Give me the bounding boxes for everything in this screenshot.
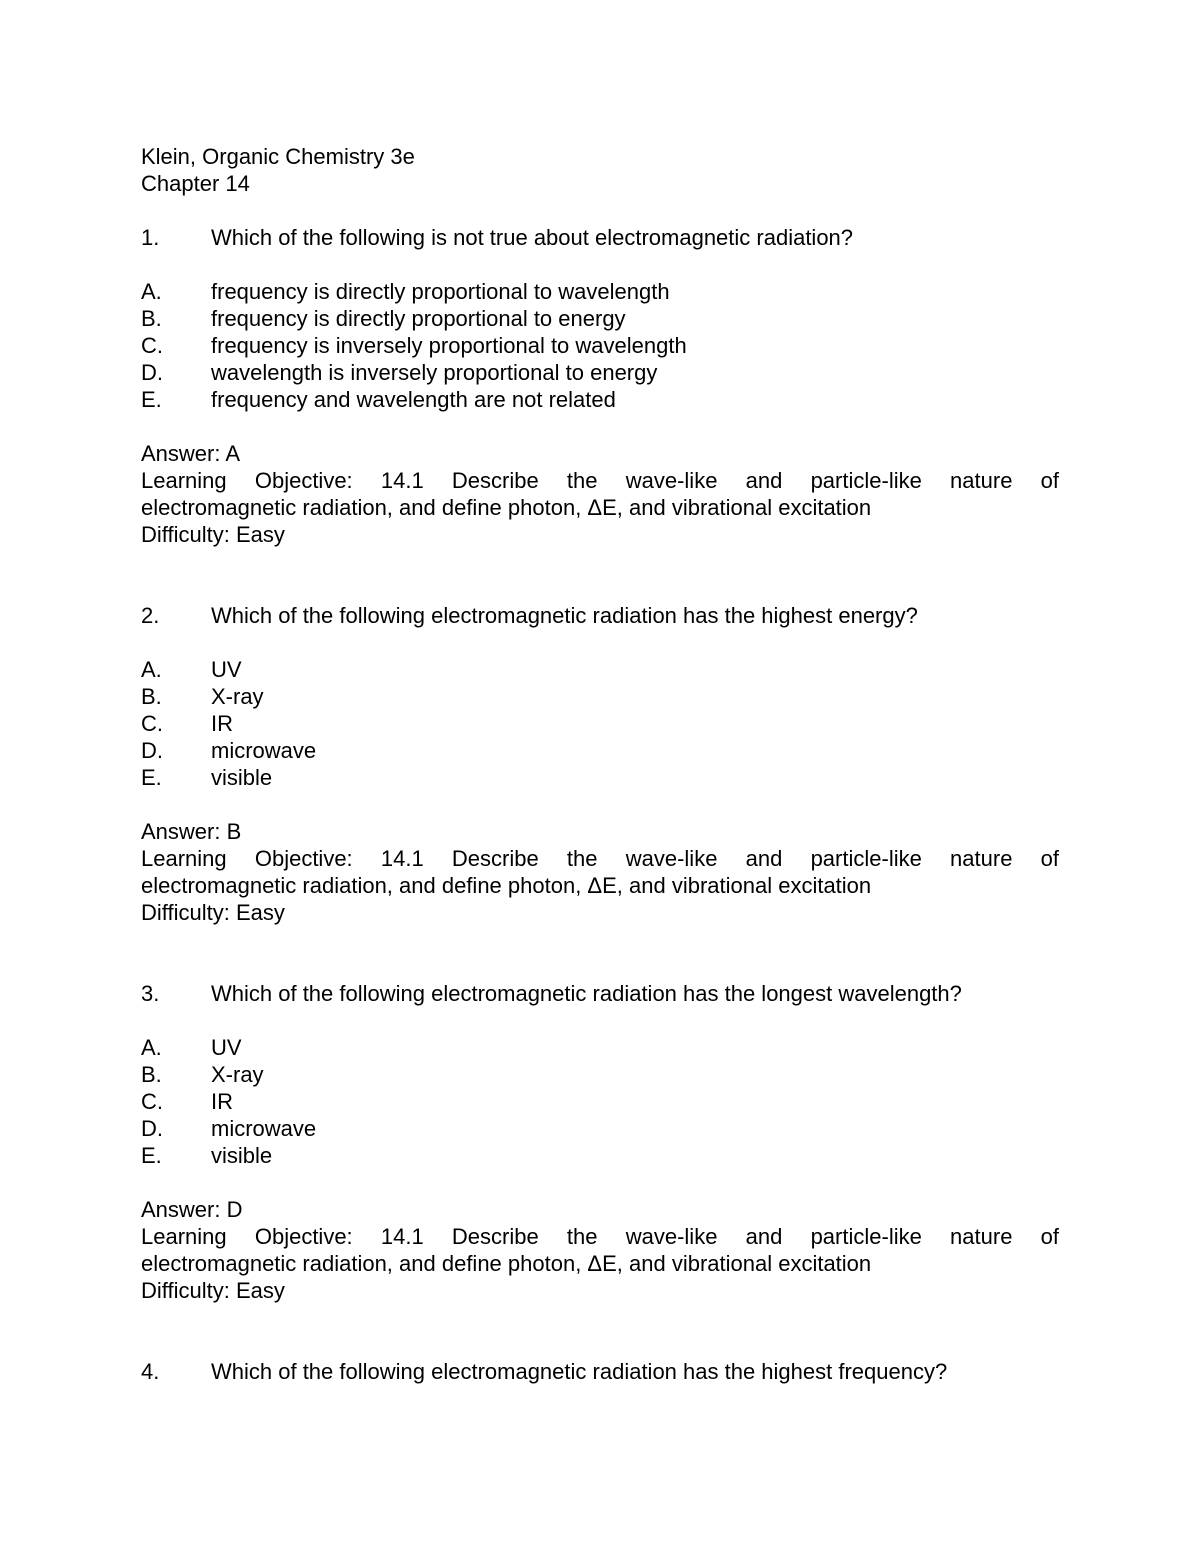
- option-text: X-ray: [211, 684, 264, 709]
- option-text: IR: [211, 1089, 233, 1114]
- chapter-title: Chapter 14: [141, 171, 250, 196]
- question-1: [141, 224, 1059, 548]
- option-e: [141, 386, 1059, 413]
- option-text: UV: [211, 657, 242, 682]
- option-d: [141, 359, 1059, 386]
- option-letter: C.: [141, 711, 163, 736]
- question-text: Which of the following electromagnetic radiation has the longest wavelength?: [211, 981, 962, 1006]
- question-number: 3.: [141, 981, 160, 1006]
- option-letter: B.: [141, 684, 162, 709]
- option-e: [141, 1142, 1059, 1169]
- question-number: 4.: [141, 1359, 160, 1384]
- difficulty-line: Difficulty: Easy: [141, 900, 285, 925]
- spacer: [141, 926, 1059, 980]
- option-text: frequency and wavelength are not related: [211, 387, 616, 412]
- question-text: Which of the following is not true about electromagnetic radiation?: [211, 225, 854, 250]
- learning-objective-line-1: Learning Objective: 14.1 Describe the wave-like and particle-like nature of: [141, 468, 1059, 493]
- option-text: visible: [211, 1143, 273, 1168]
- option-d: [141, 1115, 1059, 1142]
- option-d: [141, 737, 1059, 764]
- spacer: [141, 1304, 1059, 1358]
- option-letter: D.: [141, 360, 163, 385]
- document-page: [141, 143, 1059, 1385]
- option-text: visible: [211, 765, 273, 790]
- learning-objective-line-1: Learning Objective: 14.1 Describe the wave-like and particle-like nature of: [141, 1224, 1059, 1249]
- spacer: [141, 548, 1059, 602]
- option-letter: A.: [141, 657, 162, 682]
- option-b: [141, 1061, 1059, 1088]
- option-a: [141, 278, 1059, 305]
- difficulty-line: Difficulty: Easy: [141, 1278, 285, 1303]
- option-letter: B.: [141, 1062, 162, 1087]
- learning-objective-line-2: electromagnetic radiation, and define photon, ΔE, and vibrational excitation: [141, 873, 872, 898]
- option-text: X-ray: [211, 1062, 264, 1087]
- option-b: [141, 305, 1059, 332]
- spacer: [141, 197, 1059, 224]
- option-letter: B.: [141, 306, 162, 331]
- option-letter: D.: [141, 1116, 163, 1141]
- question-4: [141, 1358, 1059, 1385]
- answer-line: Answer: D: [141, 1197, 243, 1222]
- learning-objective-line-2: electromagnetic radiation, and define photon, ΔE, and vibrational excitation: [141, 495, 872, 520]
- question-2: [141, 602, 1059, 926]
- question-text: Which of the following electromagnetic radiation has the highest energy?: [211, 603, 918, 628]
- spacer: [141, 1169, 1059, 1196]
- option-text: IR: [211, 711, 233, 736]
- question-number: 2.: [141, 603, 160, 628]
- option-text: microwave: [211, 738, 317, 763]
- option-letter: A.: [141, 279, 162, 304]
- question-stem: [141, 1358, 1059, 1385]
- answer-line: Answer: B: [141, 819, 242, 844]
- option-text: frequency is inversely proportional to wavelength: [211, 333, 687, 358]
- option-text: microwave: [211, 1116, 317, 1141]
- option-b: [141, 683, 1059, 710]
- spacer: [141, 251, 1059, 278]
- question-stem: [141, 224, 1059, 251]
- option-letter: E.: [141, 387, 162, 412]
- option-text: frequency is directly proportional to energy: [211, 306, 626, 331]
- question-3: [141, 980, 1059, 1304]
- option-a: [141, 656, 1059, 683]
- spacer: [141, 791, 1059, 818]
- option-c: [141, 710, 1059, 737]
- difficulty-line: Difficulty: Easy: [141, 522, 285, 547]
- question-number: 1.: [141, 225, 160, 250]
- option-letter: E.: [141, 765, 162, 790]
- spacer: [141, 629, 1059, 656]
- option-text: wavelength is inversely proportional to energy: [211, 360, 658, 385]
- option-letter: C.: [141, 333, 163, 358]
- option-text: UV: [211, 1035, 242, 1060]
- option-letter: D.: [141, 738, 163, 763]
- learning-objective-line-1: Learning Objective: 14.1 Describe the wave-like and particle-like nature of: [141, 846, 1059, 871]
- option-letter: C.: [141, 1089, 163, 1114]
- option-c: [141, 332, 1059, 359]
- option-text: frequency is directly proportional to wavelength: [211, 279, 670, 304]
- question-text: Which of the following electromagnetic radiation has the highest frequency?: [211, 1359, 948, 1384]
- learning-objective-line-2: electromagnetic radiation, and define photon, ΔE, and vibrational excitation: [141, 1251, 872, 1276]
- book-title: Klein, Organic Chemistry 3e: [141, 144, 415, 169]
- question-stem: [141, 980, 1059, 1007]
- option-c: [141, 1088, 1059, 1115]
- option-e: [141, 764, 1059, 791]
- spacer: [141, 413, 1059, 440]
- question-stem: [141, 602, 1059, 629]
- option-letter: E.: [141, 1143, 162, 1168]
- option-a: [141, 1034, 1059, 1061]
- answer-line: Answer: A: [141, 441, 241, 466]
- option-letter: A.: [141, 1035, 162, 1060]
- spacer: [141, 1007, 1059, 1034]
